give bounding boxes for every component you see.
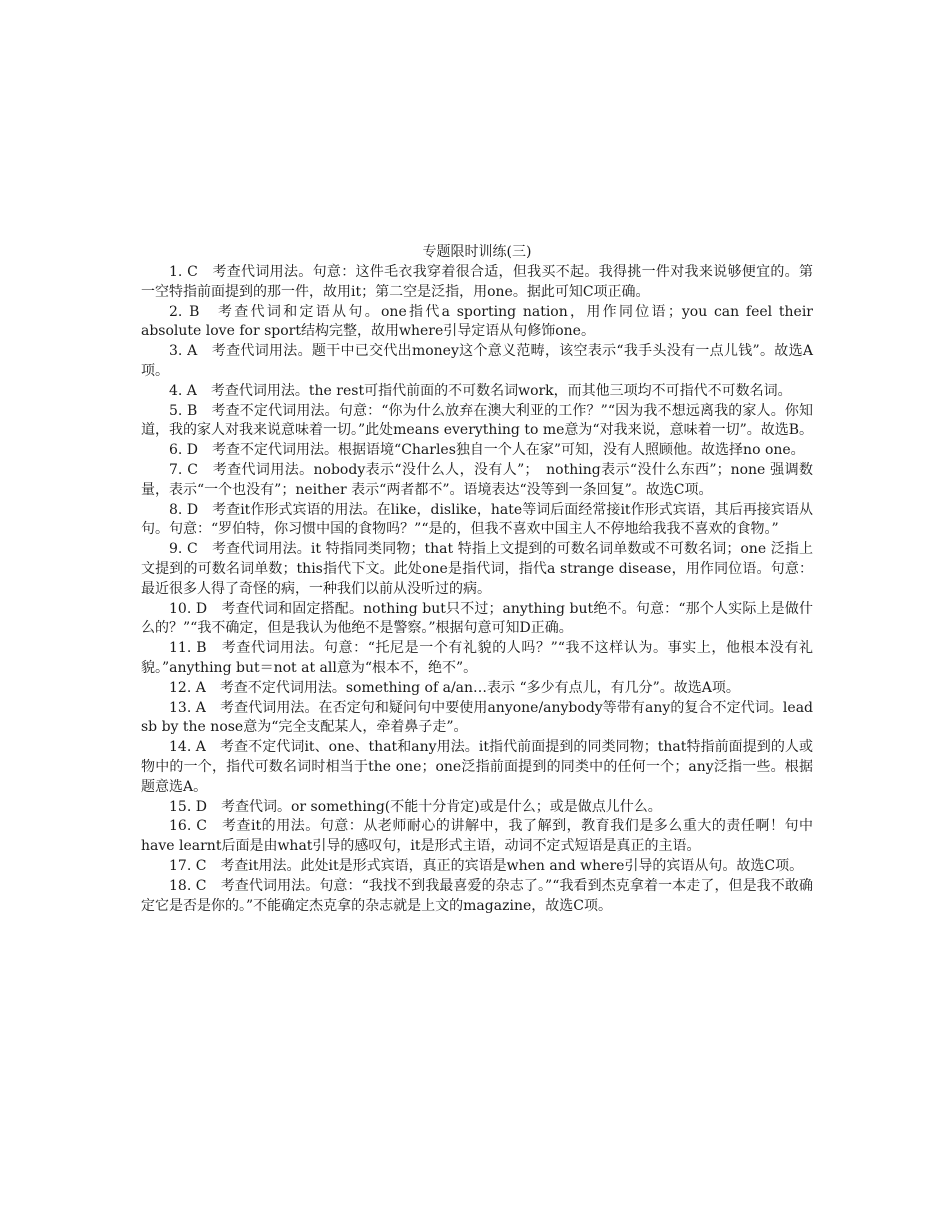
answer-item-17: 17. C 考查it用法。此处it是形式宾语，真正的宾语是when and where引导的宾语从句。故选C项。 xyxy=(169,857,804,874)
answer-item-12: 12. A 考查不定代词用法。something of a/an…表示 “多少有点儿，有几分”。故选A项。 xyxy=(169,679,740,696)
answer-item-1: 1. C 考查代词用法。句意：这件毛衣我穿着很合适，但我买不起。我得挑一件对我来说够便宜的。第一空特指前面提到的那一件，故用it；第二空是泛指，用one。据此可知C项正确。 xyxy=(141,264,813,300)
answer-item-16: 16. C 考查it的用法。句意：从老师耐心的讲解中，我了解到，教育我们是多么重大的责任啊！句中have learnt后面是由what引导的感叹句，it是形式主语，动词不定式短语是真正的主语。 xyxy=(141,818,813,855)
page-title: 专题限时训练(三) xyxy=(422,244,532,260)
answer-item-9: 9. C 考查代词用法。it 特指同类同物；that 特指上文提到的可数名词单数或不可数名词；one 泛指上文提到的可数名词单数；this指代下文。此处one是指代词，指代a strange disease，用作同位语。句意：最近很多人得了奇怪的病，一种我们以前从没听过的病。 xyxy=(141,541,813,597)
answer-item-14: 14. A 考查不定代词it、one、that和any用法。it指代前面提到的同类同物；that特指前面提到的人或物中的一个，指代可数名词时相当于the one；one泛指前面提到的同类中的任何一个；any泛指一些。根据题意选A。 xyxy=(141,739,813,795)
answer-item-2: 2. B 考查代词和定语从句。one指代a sporting nation，用作同位语；you can feel their absolute love for sport结构完整，故用where引导定语从句修饰one。 xyxy=(141,303,813,340)
answer-item-15: 15. D 考查代词。or something(不能十分肯定)或是什么；或是做点儿什么。 xyxy=(169,798,662,815)
answer-item-3: 3. A 考查代词用法。题干中已交代出money这个意义范畴，该空表示“我手头没有一点儿钱”。故选A项。 xyxy=(141,343,813,379)
answer-item-11: 11. B 考查代词用法。句意：“托尼是一个有礼貌的人吗？”“我不这样认为。事实上，他根本没有礼貌。”anything but＝not at all意为“根本不，绝不”。 xyxy=(141,640,813,676)
answer-item-13: 13. A 考查代词用法。在否定句和疑问句中要使用anyone/anybody等带有any的复合不定代词。lead sb by the nose意为“完全支配某人，牵着鼻子走”。 xyxy=(141,699,813,736)
answer-item-5: 5. B 考查不定代词用法。句意：“你为什么放弃在澳大利亚的工作？”“因为我不想远离我的家人。你知道，我的家人对我来说意味着一切。”此处means everything to me意为“对我来说，意味着一切”。故选B。 xyxy=(141,402,814,439)
answer-sheet xyxy=(141,241,813,916)
answer-item-7: 7. C 考查代词用法。nobody表示“没什么人，没有人”； nothing表示“没什么东西”；none 强调数量，表示“一个也没有”；neither 表示“两者都不”。语境表达“没等到一条回复”。故选C项。 xyxy=(141,461,813,498)
answer-item-6: 6. D 考查不定代词用法。根据语境“Charles独自一个人在家”可知，没有人照顾他。故选择no one。 xyxy=(169,442,805,459)
answer-item-10: 10. D 考查代词和固定搭配。nothing but只不过；anything but绝不。句意：“那个人实际上是做什么的？”“我不确定，但是我认为他绝不是警察。”根据句意可知D正确。 xyxy=(141,600,813,637)
answer-item-18: 18. C 考查代词用法。句意：“我找不到我最喜爱的杂志了。”“我看到杰克拿着一本走了，但是我不敢确定它是否是你的。”不能确定杰克拿的杂志就是上文的magazine，故选C项。 xyxy=(141,877,813,914)
answer-item-8: 8. D 考查it作形式宾语的用法。在like，dislike，hate等词后面经常接it作形式宾语，其后再接宾语从句。句意：“罗伯特，你习惯中国的食物吗？”“是的，但我不喜欢中国主人不停地给我我不喜欢的食物。” xyxy=(141,501,813,538)
answer-item-4: 4. A 考查代词用法。the rest可指代前面的不可数名词work，而其他三项均不可指代不可数名词。 xyxy=(169,382,792,399)
